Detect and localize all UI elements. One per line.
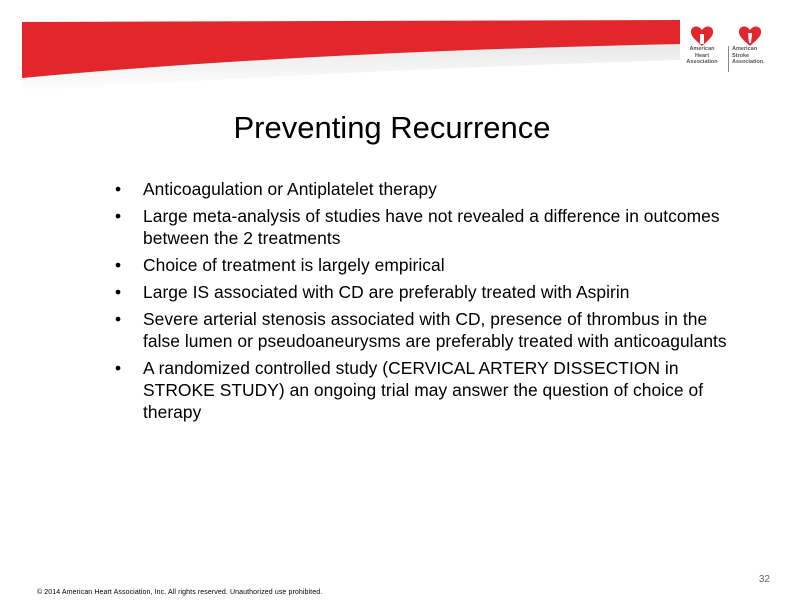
aha-logo-text: American Heart Association (686, 46, 718, 65)
heart-torch-icons (682, 24, 774, 48)
page-number: 32 (758, 574, 770, 585)
asa-logo-text: American Stroke Association. (732, 46, 765, 65)
bullet-item: • Severe arterial stenosis associated with CD, presence of thrombus in the false lumen or pseudoaneurysms are preferably treated with anticoagulants (112, 308, 742, 352)
header-banner (0, 0, 792, 110)
aha-asa-logo (682, 24, 774, 76)
logo-divider (728, 46, 729, 72)
bullet-item: • A randomized controlled study (CERVICAL ARTERY DISSECTION in STROKE STUDY) an ongoing trial may answer the question of choice of therapy (112, 357, 742, 423)
bullet-item: • Choice of treatment is largely empirical (112, 254, 742, 276)
copyright-footer: © 2014 American Heart Association, Inc. All rights reserved. Unauthorized use prohibited. (37, 589, 323, 596)
bullet-item: • Large meta-analysis of studies have not revealed a difference in outcomes between the 2 treatments (112, 205, 742, 249)
bullet-list (112, 178, 742, 428)
bullet-item: • Anticoagulation or Antiplatelet therapy (112, 178, 742, 200)
slide-title: Preventing Recurrence (233, 110, 551, 145)
bullet-item: • Large IS associated with CD are preferably treated with Aspirin (112, 281, 742, 303)
